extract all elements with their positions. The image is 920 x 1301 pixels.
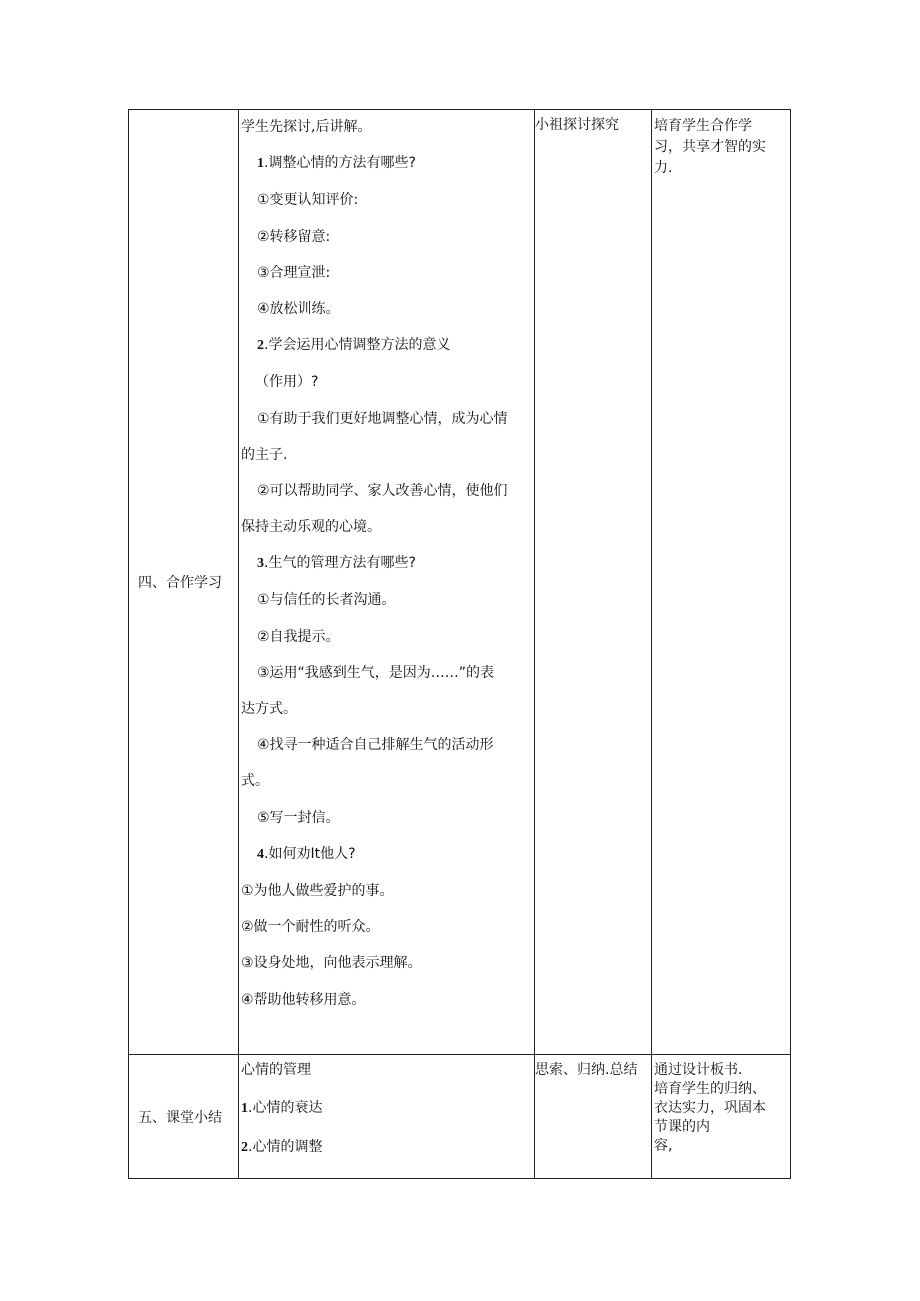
goal-line: 力.	[654, 160, 673, 176]
list-item: ③设身处地，向他表示理解。	[241, 955, 422, 972]
summary-item: 2.心情的调整	[241, 1139, 323, 1155]
goal-line: 培育学生的归纳、	[654, 1081, 766, 1097]
goal-line: 容,	[654, 1138, 673, 1154]
question-3: 3.生气的管理方法有哪些?	[257, 555, 416, 572]
list-item: ①变更认知评价:	[257, 192, 359, 209]
content-cell	[239, 110, 535, 1055]
list-item: ②自我提示。	[257, 628, 340, 645]
table-row	[129, 110, 791, 1055]
list-item: ②可以帮助同学、家人改善心情，使他们	[257, 482, 508, 499]
stage-cell: 五、课堂小结	[129, 1055, 239, 1179]
lesson-plan-table	[128, 109, 791, 1179]
list-item-continuation: 的主子.	[241, 446, 288, 463]
intro-text: 学生先探讨,后讲解。	[241, 119, 372, 135]
list-item-continuation: 式。	[241, 773, 269, 790]
summary-item: 1.心情的衰达	[241, 1100, 323, 1116]
goal-cell	[652, 1055, 791, 1179]
summary-title: 心情的管理	[241, 1062, 311, 1078]
question-2: 2.学会运用心情调整方法的意义	[257, 337, 451, 354]
list-item-continuation: 保持主动乐观的心境。	[241, 519, 381, 536]
list-item: ③合理宣泄:	[257, 264, 331, 281]
list-item: ③运用“我感到生气，是因为……”的表	[257, 664, 495, 681]
list-item: ④找寻一种适合自己排解生气的活动形	[257, 737, 494, 754]
content-cell	[239, 1055, 535, 1179]
list-item: ①为他人做些爱护的事。	[241, 882, 394, 899]
method-text: 思索、归纳.总结	[535, 1062, 638, 1078]
list-item: ④放松训练。	[257, 300, 340, 317]
question-1: 1.调整心情的方法有哪些?	[257, 155, 416, 172]
goal-line: 衣达实力，巩固本	[654, 1100, 766, 1116]
list-item: ⑤写一封信。	[257, 809, 340, 826]
method-text: 小祖探讨探究	[535, 117, 619, 133]
list-item: ④帮助他转移用意。	[241, 991, 366, 1008]
goal-line: 通过设计板书.	[654, 1062, 743, 1078]
list-item: ①与信任的长者沟通。	[257, 592, 396, 609]
list-item: ②转移留意:	[257, 228, 331, 245]
list-item-continuation: 达方式。	[241, 701, 297, 717]
list-item: ②做一个耐性的听众。	[241, 919, 380, 936]
stage-cell: 四、合作学习	[129, 110, 239, 1055]
goal-line: 节课的内	[654, 1119, 710, 1135]
goal-cell	[652, 110, 791, 1055]
goal-line: 习，共享才智的实	[654, 139, 766, 155]
method-cell	[535, 1055, 652, 1179]
list-item: ①有助于我们更好地调整心情，成为心情	[257, 410, 508, 427]
question-4: 4.如何劝It他人?	[257, 845, 356, 862]
question-2-continuation: （作用）?	[255, 374, 319, 391]
goal-line: 培育学生合作学	[654, 118, 752, 134]
table-row	[129, 1055, 791, 1179]
method-cell	[535, 110, 652, 1055]
